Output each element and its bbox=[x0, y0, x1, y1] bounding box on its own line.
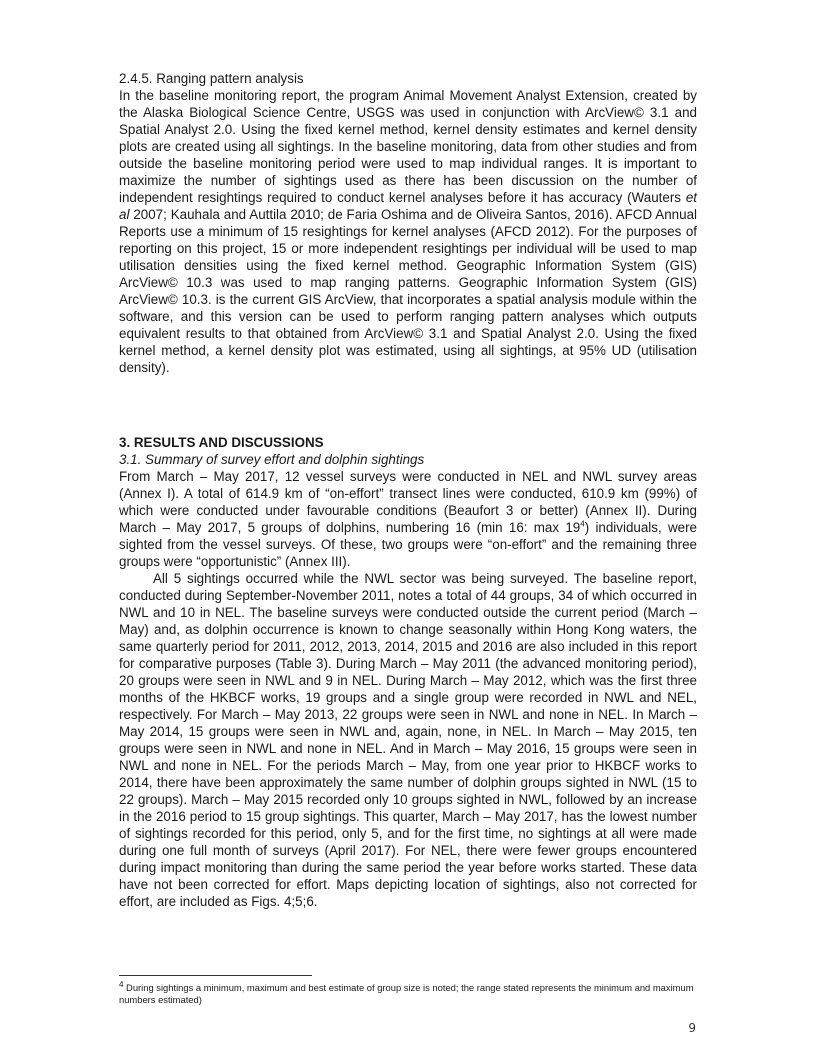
paragraph-text: 2007; Kauhala and Auttila 2010; de Faria Oshima and de Oliveira Santos, 2016). AFCD Annual Reports use a minimum of 15 resightings for kernel analyses (AFCD 2012). For the purposes of reporting on this project, 15 or more independent resightings per individual will be used to map utilisation densities using the fixed kernel method. Geographic Information System (GIS) ArcView© 10.3 was used to map ranging patterns. Geographic Information System (GIS) ArcView© 10.3. is the current GIS ArcView, that incorporates a spatial analysis module within the software, and this version can be used to perform ranging pattern analyses which outputs equivalent results to that obtained from ArcView© 3.1 and Spatial Analyst 2.0. Using the fixed kernel method, a kernel density plot was estimated, using all sightings, at 95% UD (utilisation density). bbox=[119, 207, 697, 375]
footnote-marker: 4 bbox=[119, 979, 124, 989]
paragraph-survey-effort bbox=[119, 468, 697, 570]
footnote-text: During sightings a minimum, maximum and best estimate of group size is noted; the range stated represents the minimum and maximum numbers estimated) bbox=[119, 982, 694, 1005]
paragraph-text: From March – May 2017, 12 vessel surveys were conducted in NEL and NWL survey areas (Annex I). A total of 614.9 km of “on-effort” transect lines were conducted, 610.9 km (99%) of which were conducted under favourable conditions (Beaufort 3 or better) (Annex II). During March – May 2017, 5 groups of dolphins, numbering 16 (min 16: max 19 bbox=[119, 469, 697, 535]
paragraph-sightings-comparison: All 5 sightings occurred while the NWL sector was being surveyed. The baseline report, conducted during September-November 2011, notes a total of 44 groups, 34 of which occurred in NWL and 10 in NEL. The baseline surveys were conducted outside the current period (March – May) and, as dolphin occurrence is known to change seasonally within Hong Kong waters, the same quarterly period for 2011, 2012, 2013, 2014, 2015 and 2016 are also included in this report for comparative purposes (Table 3). During March – May 2011 (the advanced monitoring period), 20 groups were seen in NWL and 9 in NEL. During March – May 2012, which was the first three months of the HKBCF works, 19 groups and a single group were recorded in NWL and NEL, respectively. For March – May 2013, 22 groups were seen in NWL and none in NEL. In March – May 2014, 15 groups were seen in NWL and, again, none, in NEL. In March – May 2015, ten groups were seen in NWL and none in NEL. And in March – May 2016, 15 groups were seen in NWL and none in NEL. For the periods March – May, from one year prior to HKBCF works to 2014, there have been approximately the same number of dolphin groups sighted in NWL (15 to 22 groups). March – May 2015 recorded only 10 groups sighted in NWL, followed by an increase in the 2016 period to 15 group sightings. This quarter, March – May 2017, has the lowest number of sightings recorded for this period, only 5, and for the first time, no sightings at all were made during one full month of surveys (April 2017). For NEL, there were fewer groups encountered during impact monitoring than during the same period the year before works started. These data have not been corrected for effort. Maps depicting location of sightings, also not corrected for effort, are included as Figs. 4;5;6. bbox=[119, 571, 697, 909]
paragraph-text: ) individuals, were sighted from the vessel surveys. Of these, two groups were “on-effort” and the remaining three groups were “opportunistic” (Annex III). bbox=[119, 520, 697, 569]
section-heading-results: 3. RESULTS AND DISCUSSIONS bbox=[119, 435, 324, 450]
subsection-heading-survey-summary: 3.1. Summary of survey effort and dolphin sightings bbox=[119, 452, 425, 467]
page-number: 9 bbox=[688, 1021, 696, 1035]
paragraph-text: In the baseline monitoring report, the program Animal Movement Analyst Extension, created by the Alaska Biological Science Centre, USGS was used in conjunction with ArcView© 3.1 and Spatial Analyst 2.0. Using the fixed kernel method, kernel density estimates and kernel density plots are created using all sightings. In the baseline monitoring, data from other studies and from outside the baseline monitoring period were used to map individual ranges. It is important to maximize the number of sightings used as there has been discussion on the number of independent resightings required to conduct kernel analyses before it has accuracy (Wauters bbox=[119, 88, 697, 205]
document-body bbox=[119, 70, 697, 910]
footnote-reference: 4 bbox=[580, 519, 585, 529]
footnote-divider bbox=[119, 975, 312, 976]
footnote bbox=[119, 979, 697, 1006]
italic-et-al: et al bbox=[119, 190, 697, 222]
section-title-ranging-pattern: 2.4.5. Ranging pattern analysis bbox=[119, 71, 304, 86]
section-spacer bbox=[119, 376, 697, 434]
paragraph-ranging-pattern bbox=[119, 87, 697, 376]
